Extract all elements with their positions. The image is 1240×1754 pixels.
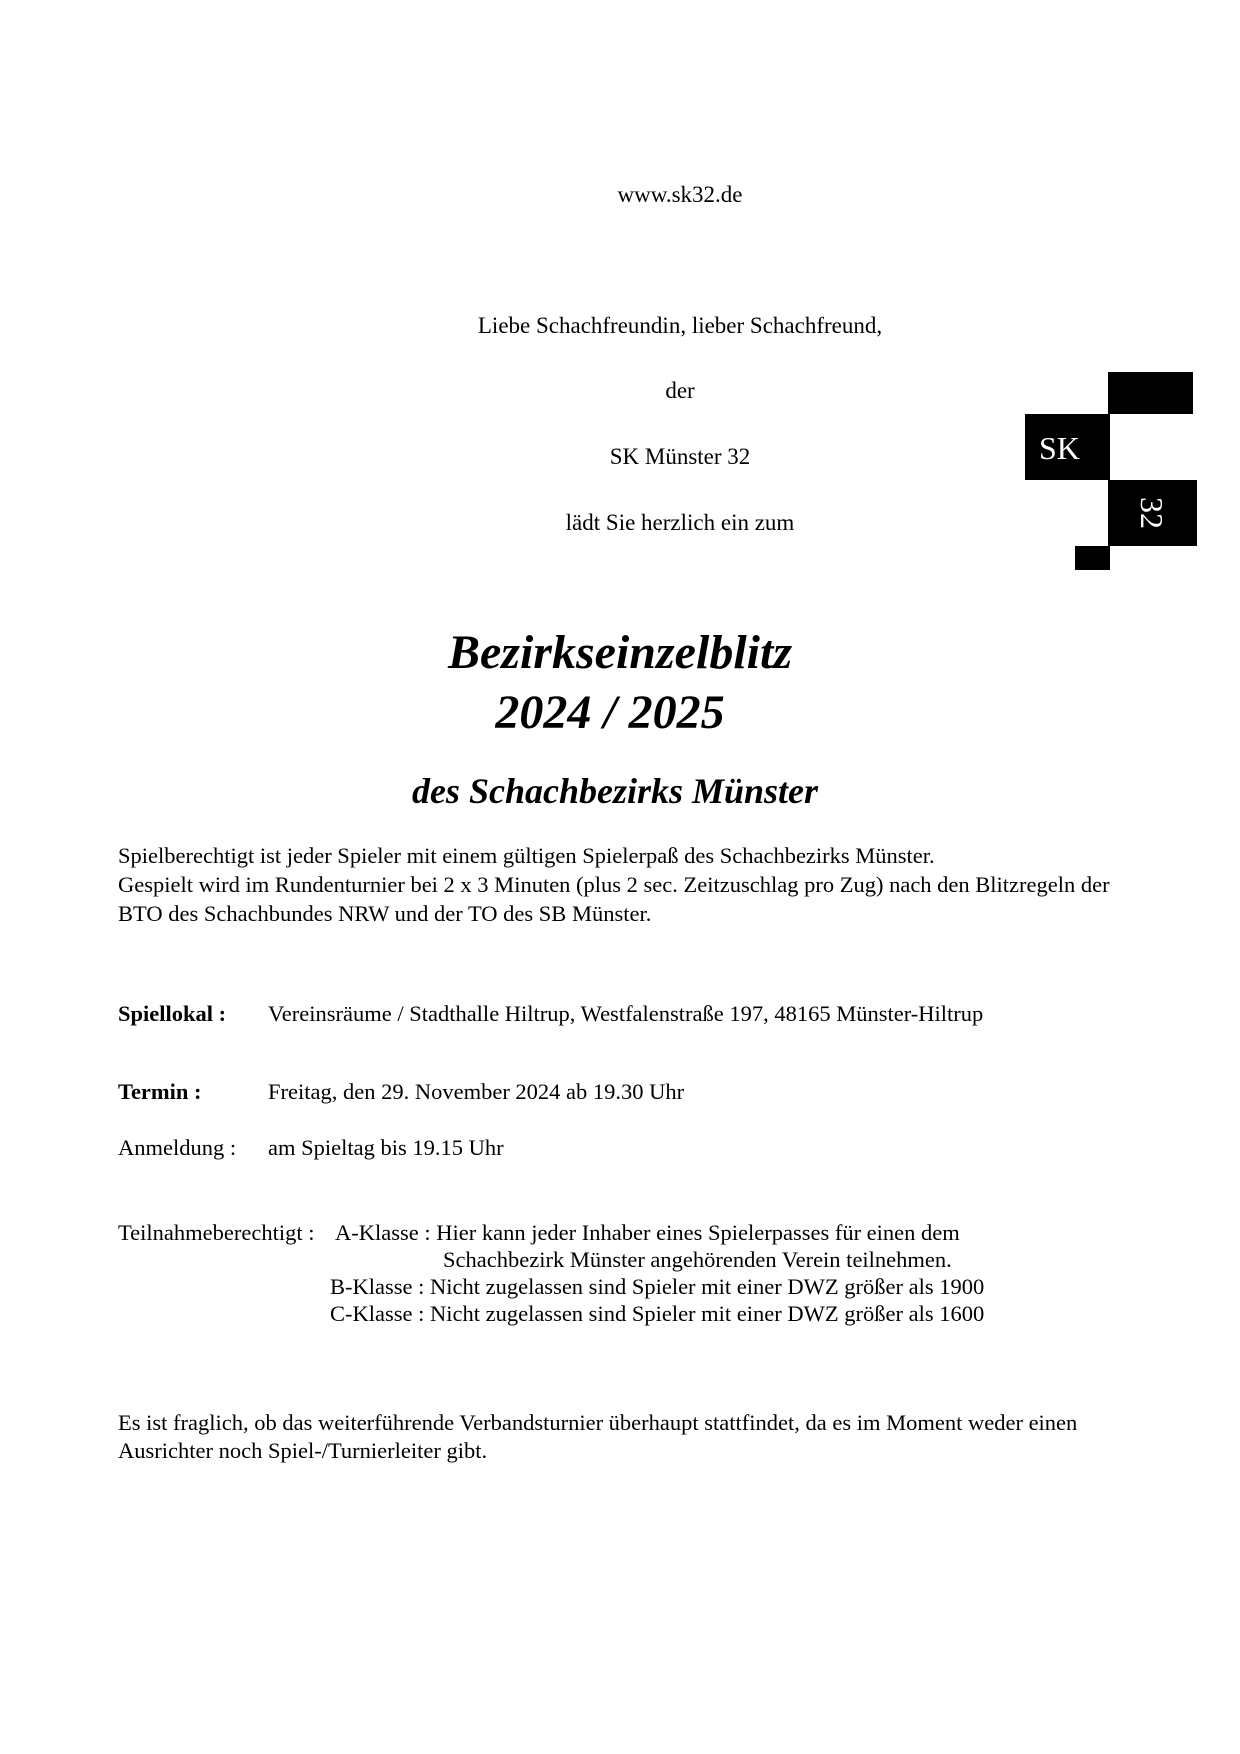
eligibility-a-class-continued: Schachbezirk Münster angehörenden Verein teilnehmen. [443,1247,952,1272]
logo-text-32: 32 [1134,497,1170,529]
registration-label: Anmeldung : [118,1135,237,1160]
eligibility-a-class: A-Klasse : Hier kann jeder Inhaber eines Spielerpasses für einen dem [335,1220,960,1245]
logo-square-sk [1025,414,1110,480]
note-line-2: Ausrichter noch Spiel-/Turnierleiter gibt. [118,1438,488,1463]
note-line-1: Es ist fraglich, ob das weiterführende Verbandsturnier überhaupt stattfindet, da es im Moment weder einen [118,1410,1078,1435]
intro-line-3: BTO des Schachbundes NRW und der TO des SB Münster. [118,901,652,926]
greeting-line-3: SK Münster 32 [609,444,751,469]
registration-value: am Spieltag bis 19.15 Uhr [268,1135,504,1160]
date-value: Freitag, den 29. November 2024 ab 19.30 Uhr [268,1079,685,1104]
greeting-line-2: der [665,378,695,403]
logo-square-top [1108,372,1193,414]
intro-line-2: Gespielt wird im Rundenturnier bei 2 x 3 Minuten (plus 2 sec. Zeitzuschlag pro Zug) nach den Blitzregeln der [118,872,1110,897]
date-label: Termin : [118,1079,202,1104]
greeting-line-1: Liebe Schachfreundin, lieber Schachfreund, [477,313,883,338]
venue-value: Vereinsräume / Stadthalle Hiltrup, Westfalenstraße 197, 48165 Münster-Hiltrup [268,1001,984,1026]
event-season: 2024 / 2025 [495,686,725,739]
website-url: www.sk32.de [617,182,743,207]
logo-square-32 [1108,480,1197,546]
event-title: Bezirkseinzelblitz [447,626,793,679]
event-subtitle: des Schachbezirks Münster [411,771,819,811]
logo-text-sk: SK [1039,430,1080,466]
logo-square-bottom [1075,546,1110,570]
venue-label: Spiellokal : [118,1001,227,1026]
club-logo [1025,372,1197,574]
eligibility-c-class: C-Klasse : Nicht zugelassen sind Spieler mit einer DWZ größer als 1600 [330,1301,985,1326]
intro-line-1: Spielberechtigt ist jeder Spieler mit einem gültigen Spielerpaß des Schachbezirks Münster. [118,843,935,868]
eligibility-label: Teilnahmeberechtigt : [118,1220,315,1245]
greeting-line-4: lädt Sie herzlich ein zum [565,510,795,535]
eligibility-b-class: B-Klasse : Nicht zugelassen sind Spieler mit einer DWZ größer als 1900 [330,1274,985,1299]
